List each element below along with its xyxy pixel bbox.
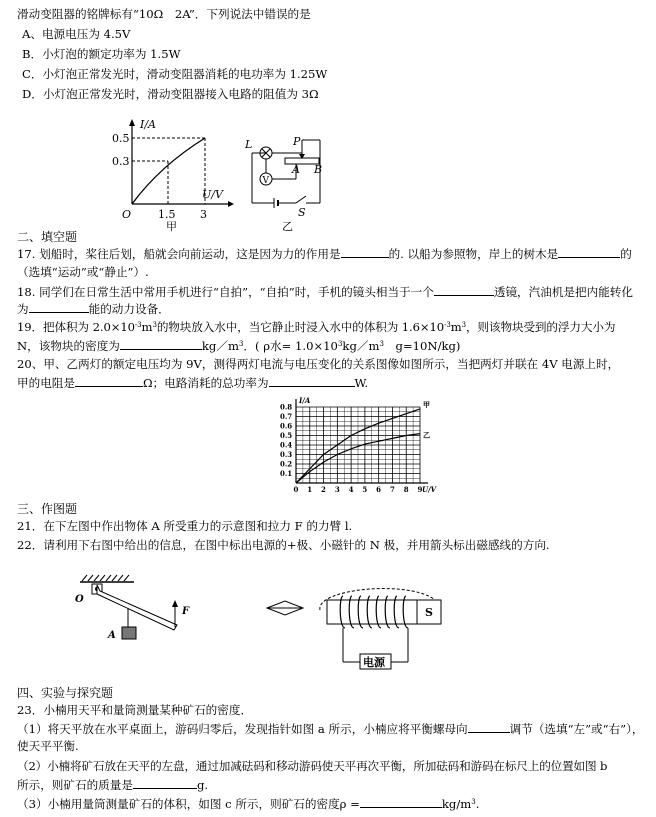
q19-b: m [141, 320, 153, 334]
y-tick-label: 0.4 [280, 440, 293, 450]
q19-sup2: 3 [152, 321, 157, 329]
q19-sup7: 3 [379, 340, 384, 348]
option-b: B．小灯泡的额定功率为 1.5W [22, 47, 181, 61]
lever-O-label: O [75, 594, 84, 605]
q22-text: 22．请利用下右图中给出的信息，在图中标出电源的+极、小磁针的 N 极，并用箭头标出磁感线的方向. [17, 538, 550, 552]
q23-blank-mass[interactable] [133, 776, 197, 789]
x-tick-label: 4 [348, 485, 354, 494]
q23-p1-line2: 使天平平衡. [17, 739, 79, 753]
q17-line1 [17, 245, 632, 262]
x-tick-label: 9 [417, 485, 423, 494]
x-tick-label: 0 [293, 485, 299, 494]
q19-d: m [450, 320, 462, 334]
q19-g: kg／m [201, 339, 239, 353]
q18-text-a: 18. 同学们在日常生活中常用手机进行“自拍”，“自拍”时，手机的镜头相当于一个 [17, 285, 434, 299]
q19-a: 19．把体积为 2.0×10 [17, 320, 135, 334]
q23-p3-line [17, 795, 479, 812]
figure-jia-graph [110, 118, 240, 233]
iv-chart [270, 395, 440, 500]
y-axis-label: I/A [299, 396, 311, 405]
q20-line2 [17, 374, 368, 391]
coil-figure [265, 580, 465, 680]
x-tick-label: 3 [334, 485, 340, 494]
q23-p2-line2 [17, 776, 208, 793]
q19-sup6: 3 [337, 340, 343, 348]
option-c: C．小灯泡正常发光时，滑动变阻器消耗的电功率为 1.25W [22, 67, 328, 81]
q20-c: Ω；电路消耗的总功率为 [142, 376, 269, 390]
x-tick-label: 7 [389, 485, 395, 494]
lever-figure [70, 572, 200, 652]
q23-p3a: （3）小楠用量筒测量矿石的体积，如图 c 所示，则矿石的密度ρ = [17, 797, 360, 811]
y-tick-label: 0.3 [280, 450, 293, 459]
section4-title: 四、实验与探究题 [17, 686, 114, 700]
q19-h: ．( ρ水= 1.0×10 [243, 339, 338, 353]
q18-text-c: 为 [17, 302, 29, 316]
jia-y-tick-05: 0.5 [112, 132, 130, 145]
q23-blank-density[interactable] [360, 795, 442, 808]
y-tick-label: 0.5 [280, 431, 293, 440]
q17-text-a: 17. 划船时，桨往后划，船就会向前运动，这是因为力的作用是 [17, 247, 341, 261]
q17-blank-2[interactable] [558, 245, 620, 258]
q19-c: 的物块放入水中，当它静止时浸入水中的体积为 1.6×10 [156, 320, 445, 334]
jia-caption: 甲 [166, 220, 177, 233]
q23-p1-line1 [17, 720, 644, 737]
q19-sup3: -3 [444, 321, 451, 329]
lever-A-label: A [108, 630, 116, 641]
series-label-yi: 乙 [423, 430, 430, 440]
y-tick-label: 0.1 [280, 469, 293, 478]
yi-A-label: A [292, 163, 300, 176]
q23-stem: 23．小楠用天平和量筒测量某种矿石的密度． [17, 703, 253, 717]
q23-p1b: 调节（选填“左”或“右”）， [509, 722, 644, 736]
q19-blank-density[interactable] [120, 337, 202, 350]
q18-line1 [17, 283, 633, 300]
jia-x-tick-15: 1.5 [158, 208, 176, 221]
q23-blank-direction[interactable] [468, 720, 510, 733]
y-tick-label: 0.2 [280, 459, 293, 469]
yi-B-label: B [314, 163, 323, 176]
option-a: A、电源电压为 4.5V [22, 27, 131, 41]
q18-blank-2[interactable] [29, 300, 89, 313]
lever-F-label: F [182, 606, 190, 617]
yi-L-label: L [245, 138, 253, 151]
q18-blank-1[interactable] [434, 283, 494, 296]
figure-yi-circuit [240, 128, 340, 233]
series-label-jia: 甲 [423, 399, 430, 409]
section3-title: 三、作图题 [17, 502, 78, 516]
q17-blank-1[interactable] [341, 245, 389, 258]
q19-sup5: 3 [238, 340, 244, 348]
q19-e: ，则该物块受到的浮力大小为 [465, 320, 616, 334]
x-tick-label: 5 [362, 485, 368, 494]
jia-origin: O [122, 208, 132, 221]
q23-p2-line1: （2）小楠将矿石放在天平的左盘，通过加减砝码和移动游码使天平再次平衡，所加砝码和游码在标尺上的位置如图 b [17, 759, 608, 773]
yi-S-label: S [298, 206, 306, 219]
q19-j: g=10N/kg) [383, 339, 461, 353]
q20-b: 甲的电阻是 [17, 376, 75, 390]
q20-blank-2[interactable] [269, 374, 355, 387]
q17-line2: （选填“运动”或“静止”）. [17, 265, 149, 279]
q23-p1a: （1）将天平放在水平桌面上，游码归零后，发现指针如图 a 所示，小楠应将平衡螺母向 [17, 722, 468, 736]
q23-p3sup: 3 [471, 798, 476, 806]
y-tick-label: 0.7 [280, 412, 293, 421]
coil-S-label: S [425, 606, 433, 619]
q17-text-b: 的. 以船为参照物，岸上的树木是 [388, 247, 559, 261]
x-tick-label: 1 [307, 485, 313, 494]
q19-i: kg／m [342, 339, 380, 353]
q19-sup1: -3 [134, 321, 142, 329]
x-axis-label: U/V [422, 485, 437, 494]
yi-caption: 乙 [282, 220, 293, 233]
q20-line1: 20、甲、乙两灯的额定电压均为 9V，测得两灯电流与电压变化的关系图像如图所示，当把两灯并联在 4V 电源上时， [17, 357, 620, 371]
jia-x-label: U/V [202, 188, 223, 201]
y-tick-label: 0.8 [280, 402, 293, 412]
q20-blank-1[interactable] [75, 374, 143, 387]
q19-line1 [17, 319, 615, 335]
x-tick-label: 2 [321, 485, 326, 494]
q23-p2b: 所示，则矿石的质量是 [17, 778, 133, 792]
q-top-stem: 滑动变阻器的铭牌标有“10Ω 2A”．下列说法中错误的是 [17, 7, 311, 21]
jia-x-tick-3: 3 [200, 208, 207, 221]
x-tick-label: 6 [376, 485, 382, 494]
jia-y-tick-03: 0.3 [112, 155, 130, 168]
q18-text-d: 能的动力设备． [88, 302, 170, 316]
q21-text: 21．在下左图中作出物体 A 所受重力的示意图和拉力 F 的力臂 l. [17, 519, 353, 533]
x-tick-label: 8 [403, 485, 409, 494]
yi-P-label: P [293, 135, 301, 148]
yi-voltmeter-label: V [262, 176, 269, 186]
option-d: D．小灯泡正常发光时，滑动变阻器接入电路的阻值为 3Ω [22, 87, 319, 101]
section2-title: 二、填空题 [17, 230, 78, 244]
q19-line2 [17, 337, 460, 354]
q23-p2c: g. [196, 778, 209, 792]
q23-p3c: . [475, 797, 480, 811]
q20-d: W. [354, 376, 369, 390]
q17-text-c: 的 [620, 247, 632, 261]
power-label: 电源 [363, 656, 385, 669]
q18-line2 [17, 300, 170, 317]
q19-f: N，该物块的密度为 [17, 339, 120, 353]
jia-y-label: I/A [140, 118, 156, 131]
y-tick-label: 0.6 [280, 421, 293, 431]
q23-p3b: kg/m [441, 797, 472, 811]
q19-sup4: 3 [461, 321, 466, 329]
q18-text-b: 透镜，汽油机是把内能转化 [493, 285, 633, 299]
